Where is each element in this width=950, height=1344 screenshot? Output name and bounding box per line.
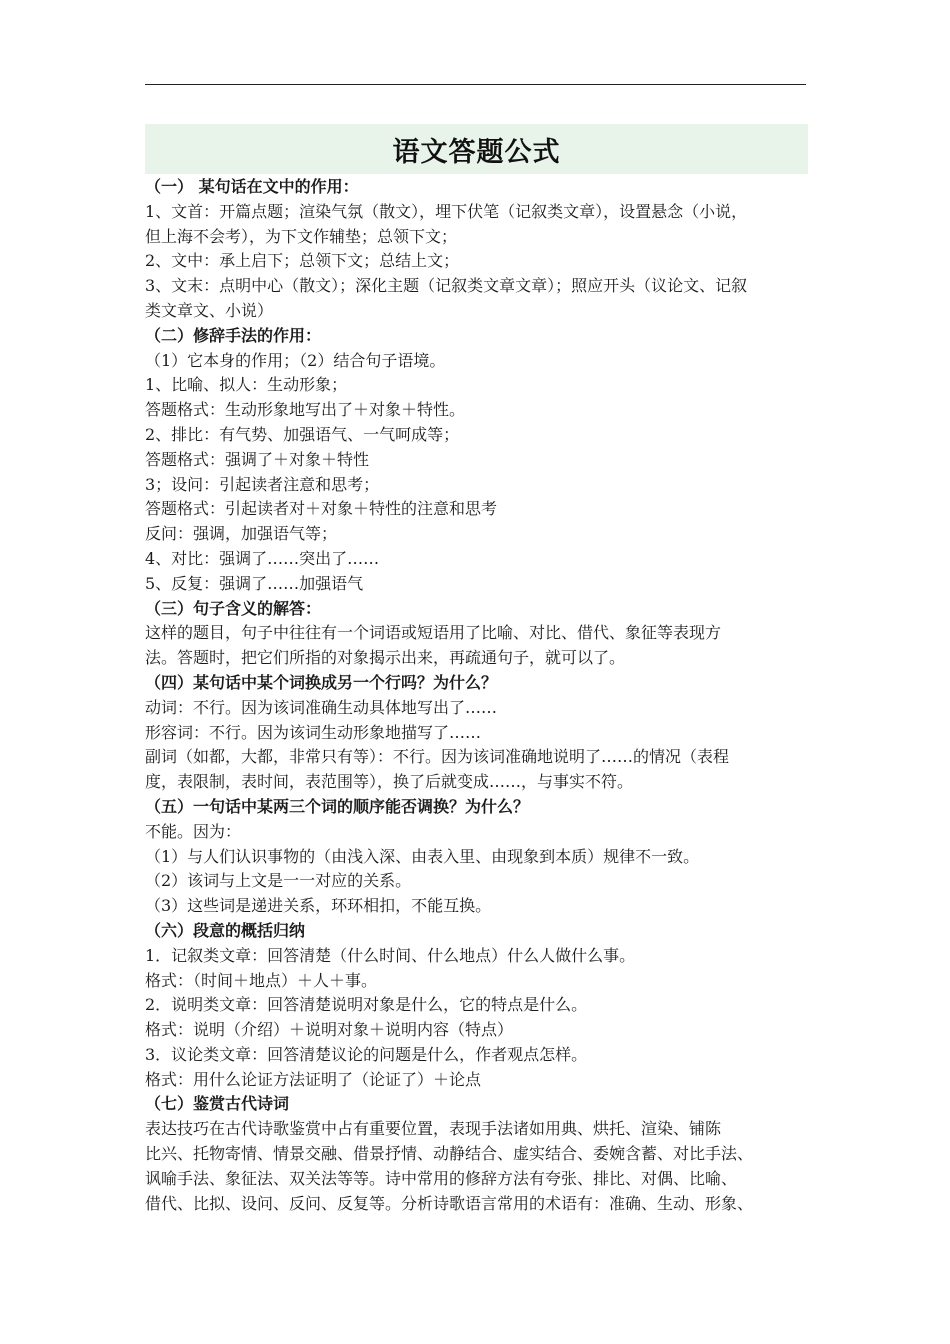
section-heading: （六）段意的概括归纳	[145, 920, 306, 940]
body-line: 4、对比：强调了……突出了……	[145, 548, 380, 568]
body-line: 法。答题时，把它们所指的对象揭示出来，再疏通句子，就可以了。	[145, 648, 626, 668]
body-line: 3．议论类文章：回答清楚议论的问题是什么，作者观点怎样。	[145, 1044, 588, 1064]
body-line: 答题格式：强调了＋对象＋特性	[145, 449, 370, 469]
body-line: 1、比喻、拟人：生动形象；	[145, 375, 348, 395]
body-line: 借代、比拟、设问、反问、反复等。分析诗歌语言常用的术语有：准确、生动、形象、	[145, 1193, 754, 1213]
body-line: 这样的题目，句子中往往有一个词语或短语用了比喻、对比、借代、象征等表现方	[145, 623, 722, 643]
section-heading: （四）某句话中某个词换成另一个行吗？为什么？	[145, 672, 498, 692]
body-line: 副词（如都，大都，非常只有等）：不行。因为该词准确地说明了……的情况（表程	[145, 747, 730, 767]
body-line: 格式：说明（介绍）＋说明对象＋说明内容（特点）	[145, 1020, 514, 1040]
body-line: 表达技巧在古代诗歌鉴赏中占有重要位置，表现手法诸如用典、烘托、渲染、铺陈	[145, 1119, 722, 1139]
body-line: 答题格式：引起读者对＋对象＋特性的注意和思考	[145, 499, 498, 519]
section-heading: （七）鉴赏古代诗词	[145, 1094, 290, 1114]
body-line: 3；设问：引起读者注意和思考；	[145, 474, 380, 494]
body-line: 形容词：不行。因为该词生动形象地描写了……	[145, 722, 482, 742]
document-body	[145, 175, 808, 1216]
body-line: 1、文首：开篇点题；渲染气氛（散文），埋下伏笔（记叙类文章），设置悬念（小说，	[145, 201, 748, 221]
body-line: 度，表限制，表时间，表范围等），换了后就变成……，与事实不符。	[145, 772, 634, 792]
document-page	[145, 124, 808, 1216]
body-line: 格式：用什么论证方法证明了（论证了）＋论点	[145, 1069, 482, 1089]
body-line: （1）它本身的作用；（2）结合句子语境。	[145, 350, 446, 370]
body-line: 讽喻手法、象征法、双关法等等。诗中常用的修辞方法有夸张、排比、对偶、比喻、	[145, 1168, 738, 1188]
body-line: 2、文中：承上启下；总领下文；总结上文；	[145, 251, 460, 271]
body-line: 反问：强调，加强语气等；	[145, 524, 338, 544]
section-heading: （三）句子含义的解答：	[145, 598, 322, 618]
body-line: 类文章文、小说）	[145, 300, 274, 320]
header-rule	[145, 84, 806, 85]
title-band	[145, 124, 808, 174]
section-heading: （一） 某句话在文中的作用：	[145, 177, 359, 196]
document-title: 语文答题公式	[392, 136, 561, 168]
body-line: 格式：（时间＋地点）＋人＋事。	[145, 970, 378, 990]
section-heading: （五）一句话中某两三个词的顺序能否调换？为什么？	[145, 796, 530, 816]
body-line: 不能。因为：	[145, 821, 242, 841]
section-heading: （二）修辞手法的作用：	[145, 325, 322, 345]
body-line: 但上海不会考），为下文作辅垫；总领下文；	[145, 226, 458, 246]
body-line: 1．记叙类文章：回答清楚（什么时间、什么地点）什么人做什么事。	[145, 945, 636, 965]
body-line: 2．说明类文章：回答清楚说明对象是什么，它的特点是什么。	[145, 995, 588, 1015]
body-line: （3）这些词是递进关系，环环相扣，不能互换。	[145, 896, 492, 916]
body-line: （1）与人们认识事物的（由浅入深、由表入里、由现象到本质）规律不一致。	[145, 846, 700, 866]
body-line: （2）该词与上文是一一对应的关系。	[145, 871, 412, 891]
body-line: 3、文末：点明中心（散文）；深化主题（记叙类文章文章）；照应开头（议论文、记叙	[145, 276, 748, 296]
body-line: 比兴、托物寄情、情景交融、借景抒情、动静结合、虚实结合、委婉含蓄、对比手法、	[145, 1144, 754, 1164]
body-line: 动词：不行。因为该词准确生动具体地写出了……	[145, 697, 498, 717]
body-line: 5、反复：强调了……加强语气	[145, 573, 364, 593]
body-line: 2、排比：有气势、加强语气、一气呵成等；	[145, 424, 460, 444]
body-line: 答题格式：生动形象地写出了＋对象＋特性。	[145, 400, 466, 420]
